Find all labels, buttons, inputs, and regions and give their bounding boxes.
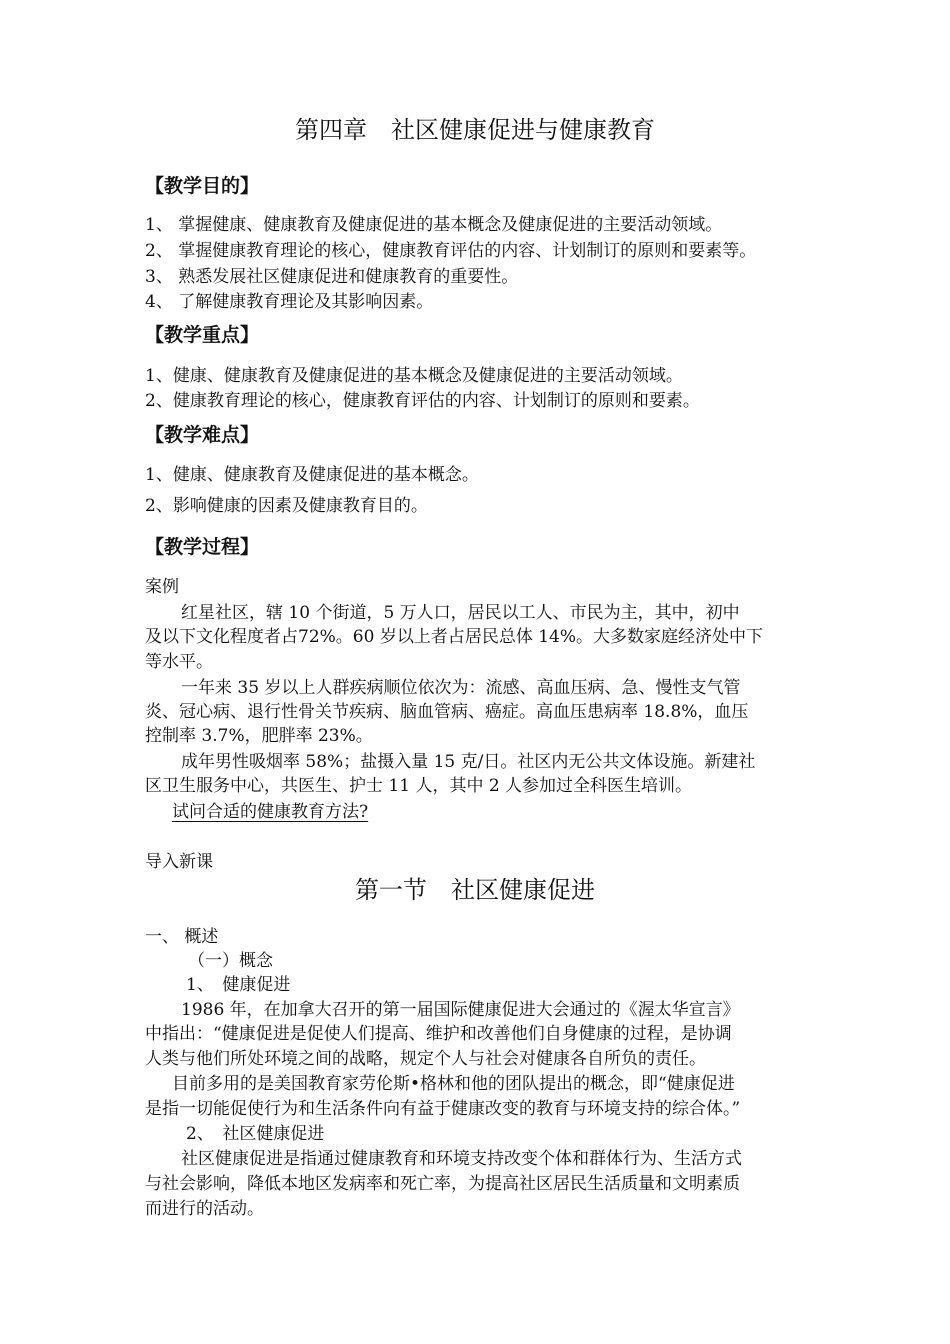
objective-item: 1、 掌握健康、健康教育及健康促进的基本概念及健康促进的主要活动领域。 — [145, 215, 723, 235]
paragraph-line: 1986 年，在加拿大召开的第一届国际健康促进大会通过的《渥太华宣言》 — [181, 1000, 740, 1020]
paragraph-line: 而进行的活动。 — [145, 1199, 264, 1219]
objective-item: 4、 了解健康教育理论及其影响因素。 — [145, 292, 434, 312]
difficulties-heading: 【教学难点】 — [145, 424, 260, 446]
case-line: 区卫生服务中心，共医生、护士 11 人，其中 2 人参加过全科医生培训。 — [145, 776, 693, 796]
paragraph-line: 社区健康促进是指通过健康教育和环境支持改变个体和群体行为、生活方式 — [181, 1149, 742, 1169]
paragraph-line: 目前多用的是美国教育家劳伦斯•格林和他的团队提出的概念，即“健康促进 — [172, 1074, 735, 1094]
section-title: 第一节 社区健康促进 — [355, 876, 595, 904]
paragraph-line: 人类与他们所处环境之间的战略，规定个人与社会对健康各自所负的责任。 — [145, 1049, 706, 1069]
case-question: 试问合适的健康教育方法? — [172, 802, 369, 822]
case-line: 成年男性吸烟率 58%；盐摄入量 15 克/日。社区内无公共文体设施。新建社 — [181, 752, 756, 772]
difficulty-item: 1、健康、健康教育及健康促进的基本概念。 — [145, 465, 479, 485]
case-line: 一年来 35 岁以上人群疾病顺位依次为：流感、高血压病、急、慢性支气管 — [181, 678, 741, 698]
case-line: 及以下文化程度者占72%。60 岁以上者占居民总体 14%。大多数家庭经济处中下 — [145, 627, 764, 647]
case-line: 等水平。 — [145, 652, 213, 672]
objective-item: 3、 熟悉发展社区健康促进和健康教育的重要性。 — [145, 267, 519, 287]
case-label: 案例 — [145, 577, 179, 597]
overview-heading: 一、 概述 — [145, 927, 219, 947]
case-line: 炎、冠心病、退行性骨关节疾病、脑血管病、癌症。高血压患病率 18.8%，血压 — [145, 702, 749, 722]
difficulty-item: 2、影响健康的因素及健康教育目的。 — [145, 496, 428, 516]
objectives-heading: 【教学目的】 — [145, 175, 260, 197]
paragraph-line: 是指一切能促使行为和生活条件向有益于健康改变的教育与环境支持的综合体。” — [145, 1099, 741, 1119]
concept-heading: （一）概念 — [188, 951, 273, 971]
paragraph-line: 中指出：“健康促进是促使人们提高、维护和改善他们自身健康的过程，是协调 — [145, 1024, 732, 1044]
case-line: 红星社区，辖 10 个街道，5 万人口，居民以工人、市民为主，其中，初中 — [181, 603, 740, 623]
case-line: 控制率 3.7%，肥胖率 23%。 — [145, 726, 373, 746]
process-heading: 【教学过程】 — [145, 536, 260, 558]
health-promotion-heading: 1、 健康促进 — [186, 975, 291, 995]
key-point-item: 2、健康教育理论的核心，健康教育评估的内容、计划制订的原则和要素。 — [145, 391, 700, 411]
key-points-heading: 【教学重点】 — [145, 324, 260, 346]
intro-label: 导入新课 — [145, 852, 213, 872]
paragraph-line: 与社会影响，降低本地区发病率和死亡率，为提高社区居民生活质量和文明素质 — [145, 1174, 740, 1194]
community-health-promotion-heading: 2、 社区健康促进 — [186, 1124, 325, 1144]
key-point-item: 1、健康、健康教育及健康促进的基本概念及健康促进的主要活动领域。 — [145, 366, 683, 386]
chapter-title: 第四章 社区健康促进与健康教育 — [295, 116, 655, 144]
objective-item: 2、 掌握健康教育理论的核心，健康教育评估的内容、计划制订的原则和要素等。 — [145, 241, 757, 261]
